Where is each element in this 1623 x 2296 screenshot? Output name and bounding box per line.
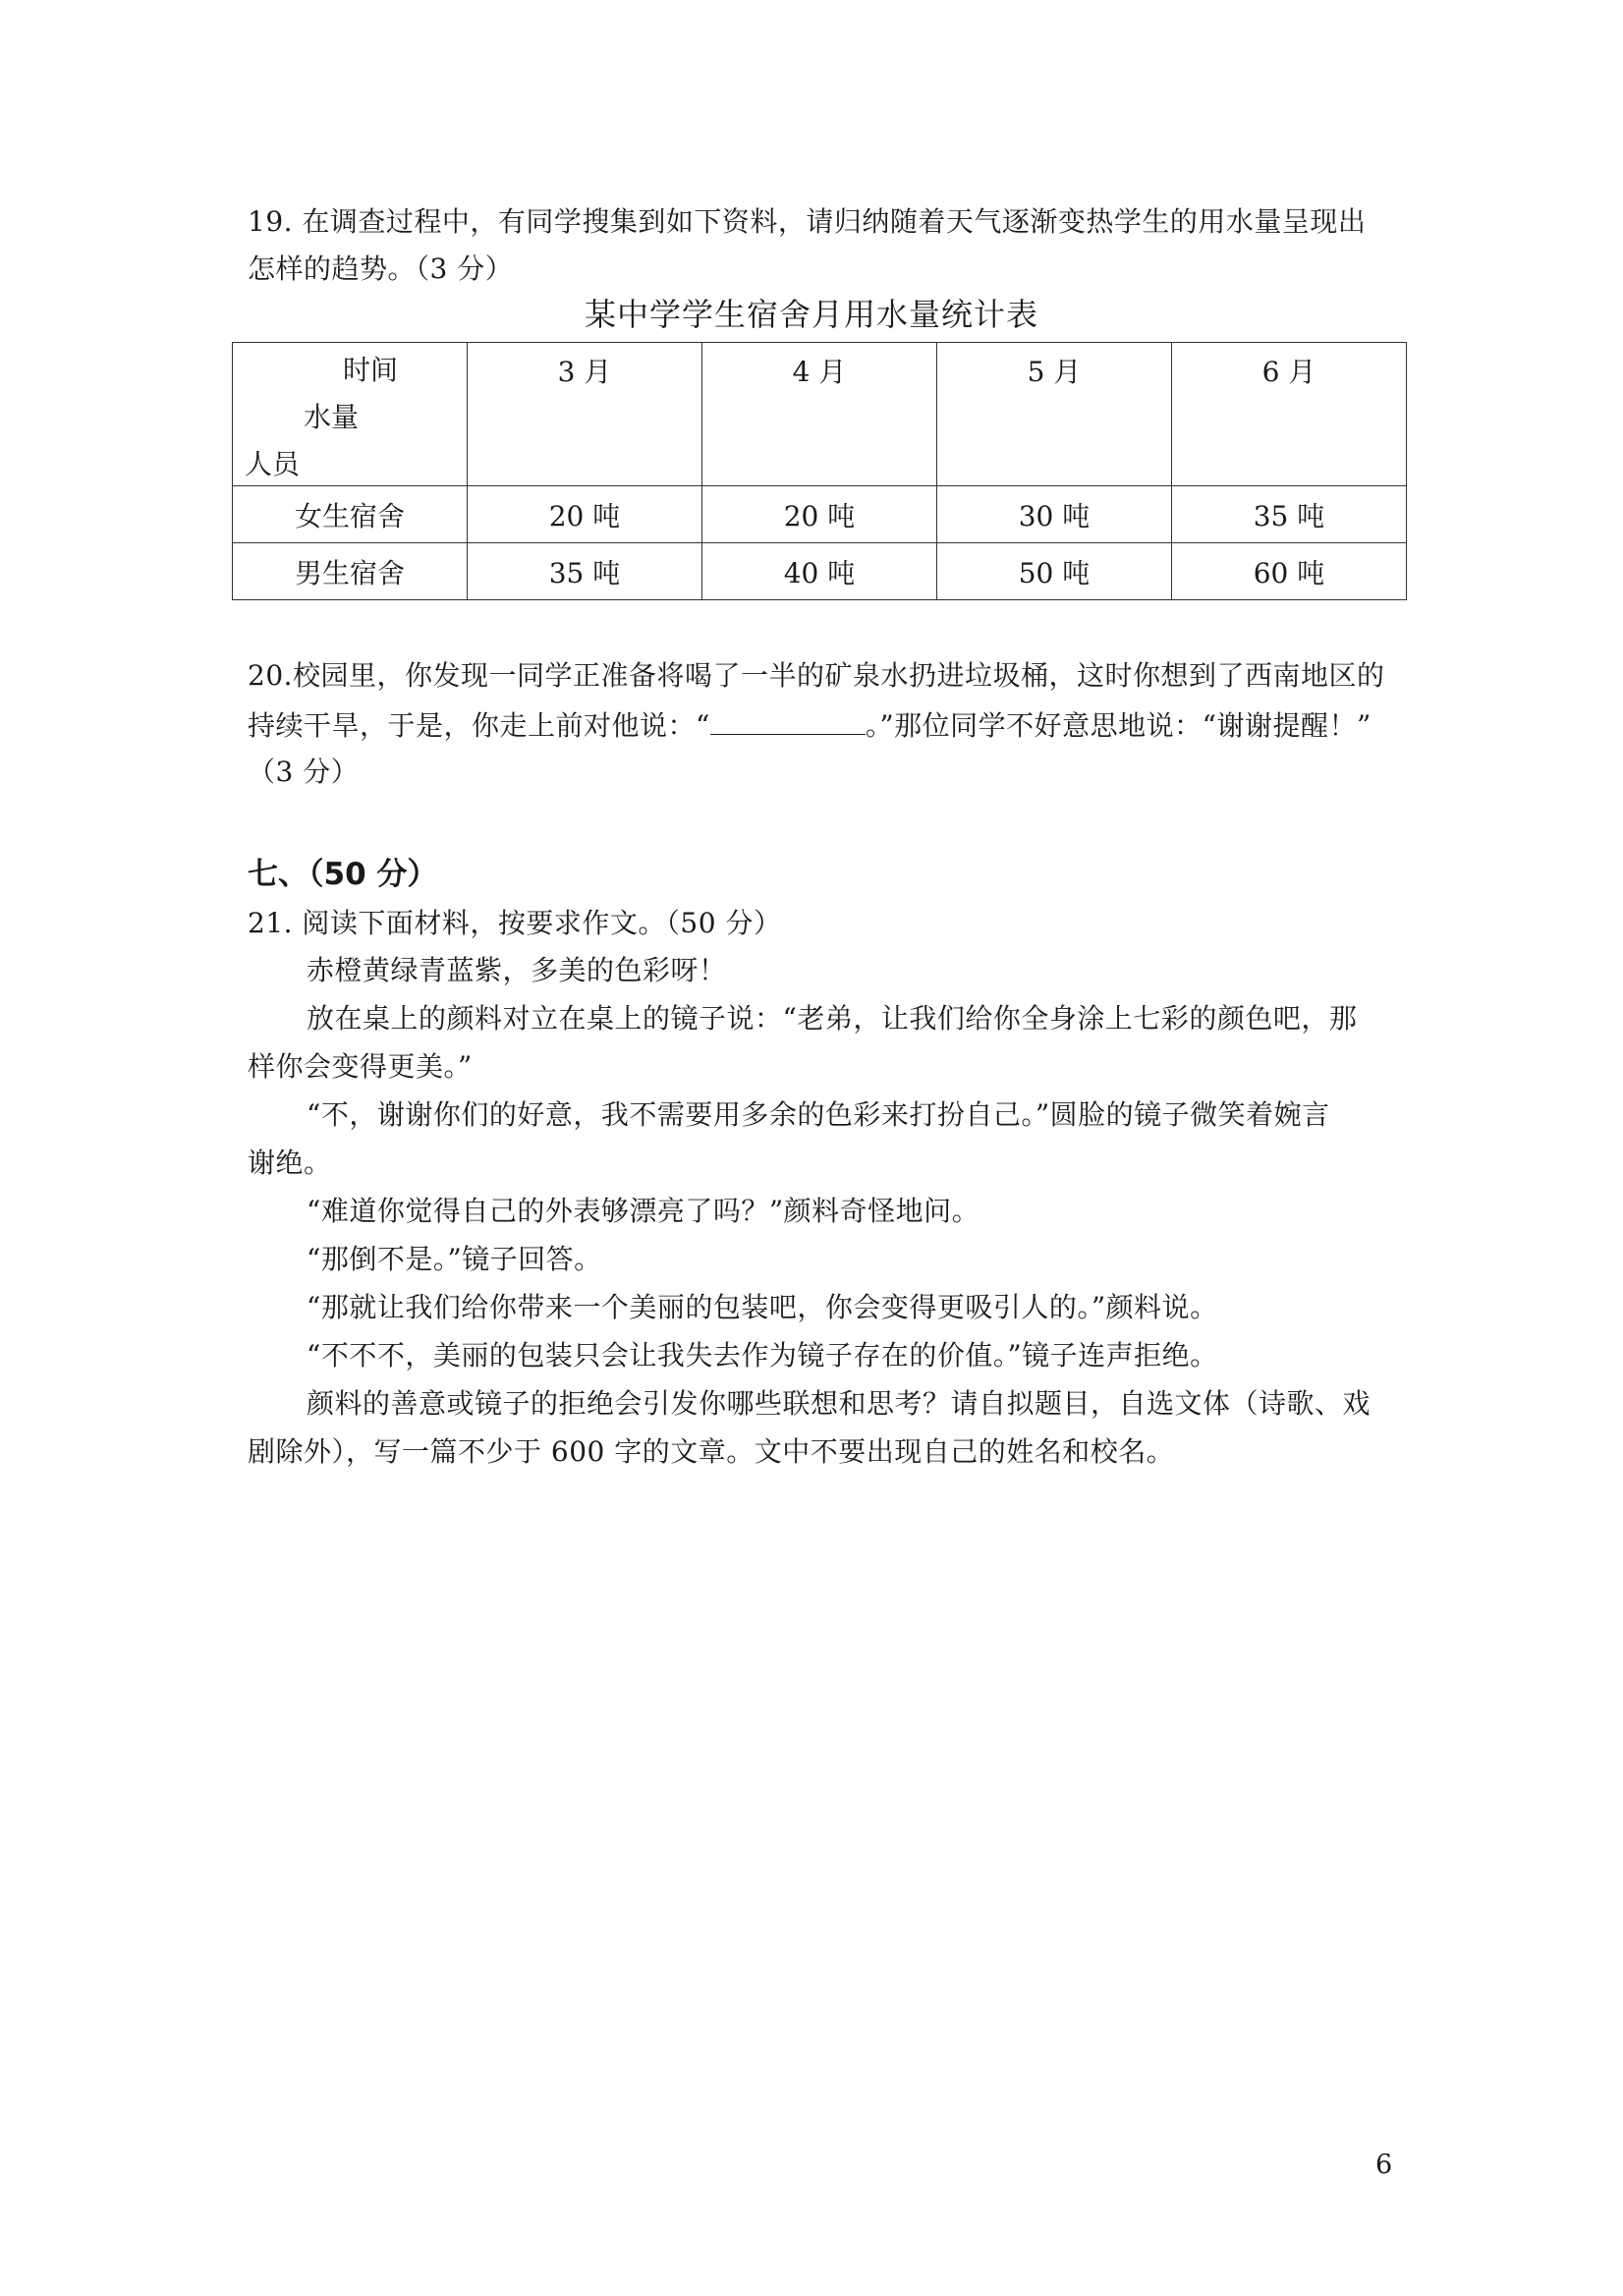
q21-title: 21. 阅读下面材料，按要求作文。（50 分） — [248, 907, 782, 939]
table-title: 某中学学生宿舍月用水量统计表 — [584, 296, 1038, 333]
essay-paragraph: 谢绝。 — [248, 1147, 332, 1179]
month-header: 6 月 — [1172, 343, 1407, 486]
essay-paragraph: 放在桌上的颜料对立在桌上的镜子说：“老弟，让我们给你全身涂上七彩的颜色吧，那 — [307, 1002, 1358, 1035]
q19-line-1: 19. 在调查过程中，有同学搜集到如下资料，请归纳随着天气逐渐变热学生的用水量呈现出 — [248, 205, 1367, 238]
essay-paragraph: “不，谢谢你们的好意，我不需要用多余的色彩来打扮自己。”圆脸的镜子微笑着婉言 — [307, 1098, 1330, 1131]
essay-paragraph: “难道你觉得自己的外表够漂亮了吗？”颜料奇怪地问。 — [307, 1195, 980, 1227]
month-header: 3 月 — [468, 343, 702, 486]
q20-line-3: （3 分） — [248, 756, 360, 788]
essay-paragraph: 颜料的善意或镜子的拒绝会引发你哪些联想和思考？请自拟题目，自选文体（诗歌、戏 — [307, 1387, 1371, 1420]
page-number: 6 — [1375, 2150, 1393, 2180]
month-header: 5 月 — [937, 343, 1172, 486]
essay-paragraph: 剧除外），写一篇不少于 600 字的文章。文中不要出现自己的姓名和校名。 — [248, 1435, 1175, 1468]
table-cell: 60 吨 — [1172, 543, 1407, 600]
month-header: 4 月 — [702, 343, 937, 486]
section-heading: 七、（50 分） — [248, 857, 438, 892]
q20-line-1: 20.校园里，你发现一同学正准备将喝了一半的矿泉水扔进垃圾桶，这时你想到了西南地区的 — [248, 659, 1385, 692]
row-label: 男生宿舍 — [233, 543, 468, 600]
header-water: 水量 — [304, 401, 360, 433]
answer-blank — [710, 704, 866, 735]
table-cell: 20 吨 — [702, 486, 937, 543]
essay-paragraph: 赤橙黄绿青蓝紫，多美的色彩呀！ — [307, 954, 727, 986]
header-person: 人员 — [245, 448, 301, 480]
q19-line-2: 怎样的趋势。（3 分） — [248, 252, 514, 285]
water-usage-table — [232, 342, 1407, 600]
essay-paragraph: “那倒不是。”镜子回答。 — [307, 1243, 602, 1275]
table-row — [233, 543, 1407, 600]
table-header-row — [233, 343, 1407, 486]
table-cell: 35 吨 — [468, 543, 702, 600]
diagonal-header-cell — [233, 343, 468, 486]
table-cell: 30 吨 — [937, 486, 1172, 543]
header-time: 时间 — [343, 354, 399, 386]
essay-paragraph: “那就让我们给你带来一个美丽的包装吧，你会变得更吸引人的。”颜料说。 — [307, 1291, 1218, 1323]
row-label: 女生宿舍 — [233, 486, 468, 543]
table-cell: 40 吨 — [702, 543, 937, 600]
table-cell: 20 吨 — [468, 486, 702, 543]
table-cell: 35 吨 — [1172, 486, 1407, 543]
essay-paragraph: 样你会变得更美。” — [248, 1050, 473, 1083]
q20-line-2: 持续干旱，于是，你走上前对他说：“ 。”那位同学不好意思地说：“谢谢提醒！” — [248, 704, 1371, 746]
table-row — [233, 486, 1407, 543]
essay-paragraph: “不不不，美丽的包装只会让我失去作为镜子存在的价值。”镜子连声拒绝。 — [307, 1339, 1218, 1372]
table-cell: 50 吨 — [937, 543, 1172, 600]
